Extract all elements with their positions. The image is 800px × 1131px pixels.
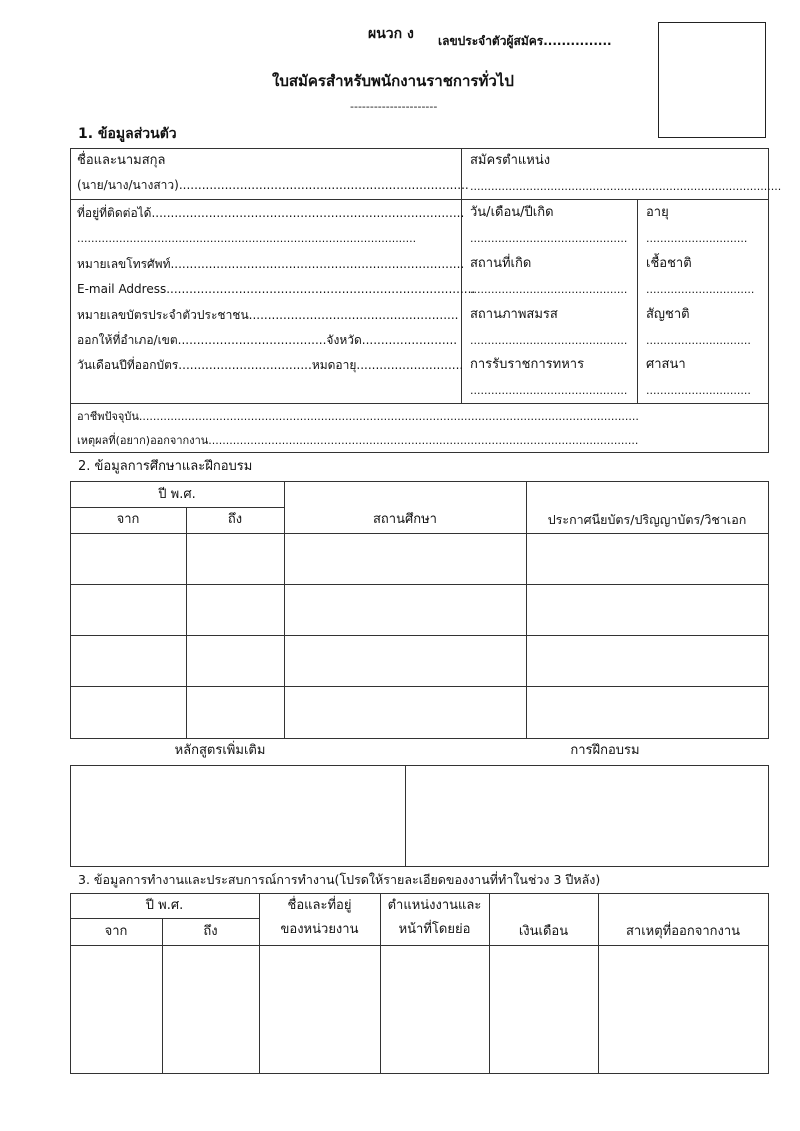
address-field[interactable]: ที่อยู่ที่ติดต่อได้.................................................................................. <box>77 206 465 220</box>
email-field[interactable]: E-mail Address................................................................................. <box>77 282 476 296</box>
extra-courses-label: หลักสูตรเพิ่มเติม <box>174 743 266 758</box>
edu-to-header: ถึง <box>227 512 243 527</box>
title-rule: ---------------------- <box>350 100 438 113</box>
age-label: อายุ <box>646 205 669 220</box>
name-label: ชื่อและนามสกุล <box>77 153 166 168</box>
leave-reason-field[interactable]: เหตุผลที่(อยาก)ออกจากงาน........................................................................................................................... <box>77 434 639 447</box>
address-field-line2[interactable]: ................................................................................................. <box>77 232 417 245</box>
military-label: การรับราชการทหาร <box>470 357 585 372</box>
employer-header-line1: ชื่อและที่อยู่ <box>287 898 352 913</box>
annex-label: ผนวก ง <box>368 26 414 42</box>
issue-date-field[interactable]: วันเดือนปีที่ออกบัตร...................................หมดอายุ............................ <box>77 358 464 372</box>
race-field[interactable]: ............................... <box>646 283 755 296</box>
edu-degree-header: ประกาศนียบัตร/ปริญญาบัตร/วิชาเอก <box>547 512 747 527</box>
military-field[interactable]: ............................................. <box>470 384 628 397</box>
dob-label: วัน/เดือน/ปีเกิด <box>470 205 554 220</box>
dob-field[interactable]: ............................................. <box>470 232 628 245</box>
edu-year-header: ปี พ.ศ. <box>158 487 196 502</box>
job-position-header-line1: ตำแหน่งงานและ <box>387 898 482 913</box>
form-title: ใบสมัครสำหรับพนักงานราชการทั่วไป <box>272 72 514 90</box>
birthplace-field[interactable]: ............................................. <box>470 283 628 296</box>
salary-header: เงินเดือน <box>518 924 569 939</box>
job-position-header-line2: หน้าที่โดยย่อ <box>398 922 471 937</box>
religion-label: ศาสนา <box>646 357 686 372</box>
nationality-field[interactable]: .............................. <box>646 334 751 347</box>
employer-header-line2: ของหน่วยงาน <box>280 922 359 937</box>
photo-box <box>658 22 766 138</box>
section1-heading: 1. ข้อมูลส่วนตัว <box>78 126 177 142</box>
applicant-number: เลขประจำตัวผู้สมัคร............... <box>438 34 612 48</box>
section2-heading: 2. ข้อมูลการศึกษาและฝึกอบรม <box>78 459 253 474</box>
work-leave-reason-header: สาเหตุที่ออกจากงาน <box>625 924 741 939</box>
work-from-header: จาก <box>104 924 128 939</box>
occupation-field[interactable]: อาชีพปัจจุบัน............................................................................................................................................... <box>77 410 639 423</box>
position-label: สมัครตำแหน่ง <box>470 153 551 168</box>
age-field[interactable]: ............................. <box>646 232 748 245</box>
edu-institution-header: สถานศึกษา <box>373 512 437 527</box>
issued-at-field[interactable]: ออกให้ที่อำเภอ/เขต.......................................จังหวัด......................... <box>77 333 458 347</box>
position-field[interactable]: ......................................................................................... <box>470 180 782 193</box>
training-label: การฝึกอบรม <box>570 743 640 758</box>
race-label: เชื้อชาติ <box>646 256 692 271</box>
phone-field[interactable]: หมายเลขโทรศัพท์............................................................................. <box>77 257 465 271</box>
work-to-header: ถึง <box>203 924 218 939</box>
section3-heading: 3. ข้อมูลการทำงานและประสบการณ์การทำงาน(โปรดให้รายละเอียดของงานที่ทำในช่วง 3 ปีหลัง) <box>78 872 601 887</box>
nationality-label: สัญชาติ <box>646 307 690 322</box>
edu-from-header: จาก <box>116 512 140 527</box>
marital-field[interactable]: ............................................. <box>470 334 628 347</box>
id-card-field[interactable]: หมายเลขบัตรประจำตัวประชาชน....................................................... <box>77 308 459 322</box>
work-year-header: ปี พ.ศ. <box>145 898 184 913</box>
religion-field[interactable]: .............................. <box>646 384 751 397</box>
marital-label: สถานภาพสมรส <box>470 307 558 322</box>
name-field[interactable]: (นาย/นาง/นางสาว)............................................................................ <box>77 178 469 192</box>
birthplace-label: สถานที่เกิด <box>470 256 532 271</box>
